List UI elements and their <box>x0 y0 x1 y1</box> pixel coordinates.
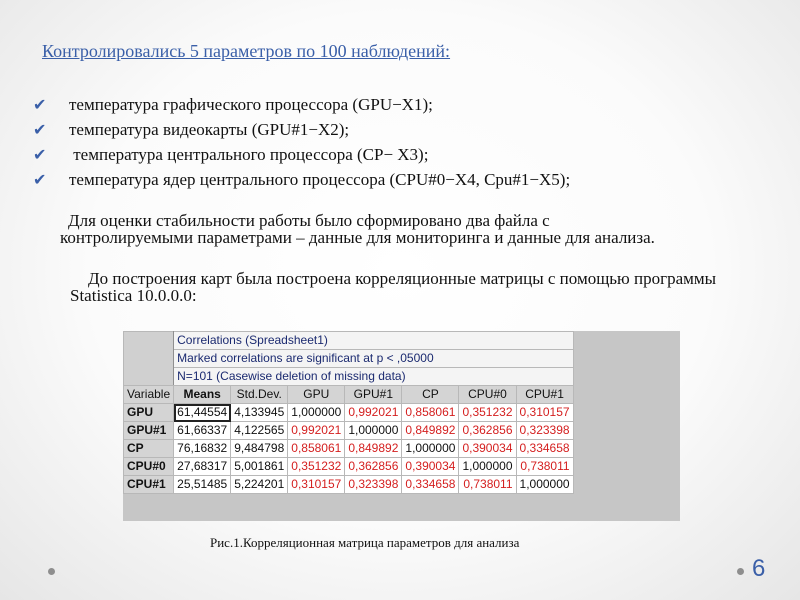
table-row <box>124 476 574 494</box>
checkmark-icon: ✔ <box>33 145 47 164</box>
bullet-text: температура графического процессора (GPU−X1); <box>69 94 433 114</box>
correlation-matrix-screenshot <box>123 331 680 521</box>
decorative-dot <box>737 568 744 575</box>
checkmark-icon: ✔ <box>33 120 47 139</box>
paragraph-rest: контролируемыми параметрами – данные для мониторинга и данные для анализа. <box>60 228 655 247</box>
paragraph-stability <box>60 212 750 246</box>
checkmark-icon: ✔ <box>33 95 47 114</box>
table-cell: 0,310157 <box>516 404 573 422</box>
table-cell: 1,000000 <box>402 440 459 458</box>
table-cell: 0,390034 <box>402 458 459 476</box>
table-row <box>124 422 574 440</box>
column-header: CP <box>402 386 459 404</box>
table-cell: 0,858061 <box>402 404 459 422</box>
row-header: CPU#0 <box>124 458 174 476</box>
table-cell: 0,351232 <box>459 404 516 422</box>
column-header: GPU <box>288 386 345 404</box>
row-header: GPU <box>124 404 174 422</box>
table-cell: 5,224201 <box>231 476 288 494</box>
table-cell: 0,334658 <box>402 476 459 494</box>
table-cell: 0,738011 <box>516 458 573 476</box>
corner-label: Variable <box>124 386 174 404</box>
list-item <box>33 117 570 142</box>
table-cell: 27,68317 <box>174 458 231 476</box>
table-cell: 0,323398 <box>516 422 573 440</box>
row-header: CP <box>124 440 174 458</box>
table-cell: 1,000000 <box>459 458 516 476</box>
bullet-text: температура центрального процессора (CP− X3); <box>69 144 429 164</box>
table-row <box>124 440 574 458</box>
table-cell: 61,44554 <box>174 404 231 422</box>
table-cell: 1,000000 <box>288 404 345 422</box>
table-cell: 0,858061 <box>288 440 345 458</box>
page-number: 6 <box>752 555 766 582</box>
decorative-dot <box>48 568 55 575</box>
table-cell: 9,484798 <box>231 440 288 458</box>
table-cell: 0,323398 <box>345 476 402 494</box>
column-header: GPU#1 <box>345 386 402 404</box>
table-cell: 5,001861 <box>231 458 288 476</box>
table-row <box>124 404 574 422</box>
column-header: CPU#1 <box>516 386 573 404</box>
list-item <box>33 167 570 192</box>
table-cell: 0,992021 <box>345 404 402 422</box>
list-item <box>33 142 570 167</box>
table-cell: 0,738011 <box>459 476 516 494</box>
bullet-text: температура ядер центрального процессора (CPU#0−X4, Cpu#1−X5); <box>69 169 571 189</box>
column-header: Means <box>174 386 231 404</box>
table-cell: 0,362856 <box>459 422 516 440</box>
checkmark-icon: ✔ <box>33 170 47 189</box>
table-cell: 0,992021 <box>288 422 345 440</box>
column-header: CPU#0 <box>459 386 516 404</box>
bullet-text: температура видеокарты (GPU#1−X2); <box>69 119 350 139</box>
row-header: GPU#1 <box>124 422 174 440</box>
table-cell: 0,310157 <box>288 476 345 494</box>
row-header: CPU#1 <box>124 476 174 494</box>
header-spacer <box>124 332 174 386</box>
parameter-list <box>33 92 570 192</box>
table-cell: 0,362856 <box>345 458 402 476</box>
table-cell: 0,849892 <box>345 440 402 458</box>
table-header-n: N=101 (Casewise deletion of missing data) <box>174 368 573 386</box>
table-header-title: Correlations (Spreadsheet1) <box>174 332 573 350</box>
paragraph-first-line: Для оценки стабильности работы было сформировано два файла с <box>68 211 550 230</box>
paragraph-correlation: До построения карт была построена корреляционные матрицы с помощью программы Statistica 10.0.0.0: <box>70 269 717 305</box>
matrix-body <box>124 404 574 494</box>
table-cell: 61,66337 <box>174 422 231 440</box>
table-cell: 4,122565 <box>231 422 288 440</box>
table-cell: 1,000000 <box>516 476 573 494</box>
table-row <box>124 458 574 476</box>
table-cell: 0,390034 <box>459 440 516 458</box>
figure-caption: Рис.1.Корреляционная матрица параметров для анализа <box>210 535 520 550</box>
table-cell: 0,351232 <box>288 458 345 476</box>
correlation-table <box>123 331 574 494</box>
table-cell: 0,334658 <box>516 440 573 458</box>
table-cell: 1,000000 <box>345 422 402 440</box>
column-header-row <box>124 386 574 404</box>
table-cell: 76,16832 <box>174 440 231 458</box>
table-cell: 25,51485 <box>174 476 231 494</box>
column-header: Std.Dev. <box>231 386 288 404</box>
table-cell: 4,133945 <box>231 404 288 422</box>
table-cell: 0,849892 <box>402 422 459 440</box>
slide-heading: Контролировались 5 параметров по 100 наблюдений: <box>42 41 451 61</box>
table-header-note: Marked correlations are significant at p < ,05000 <box>174 350 573 368</box>
list-item <box>33 92 570 117</box>
